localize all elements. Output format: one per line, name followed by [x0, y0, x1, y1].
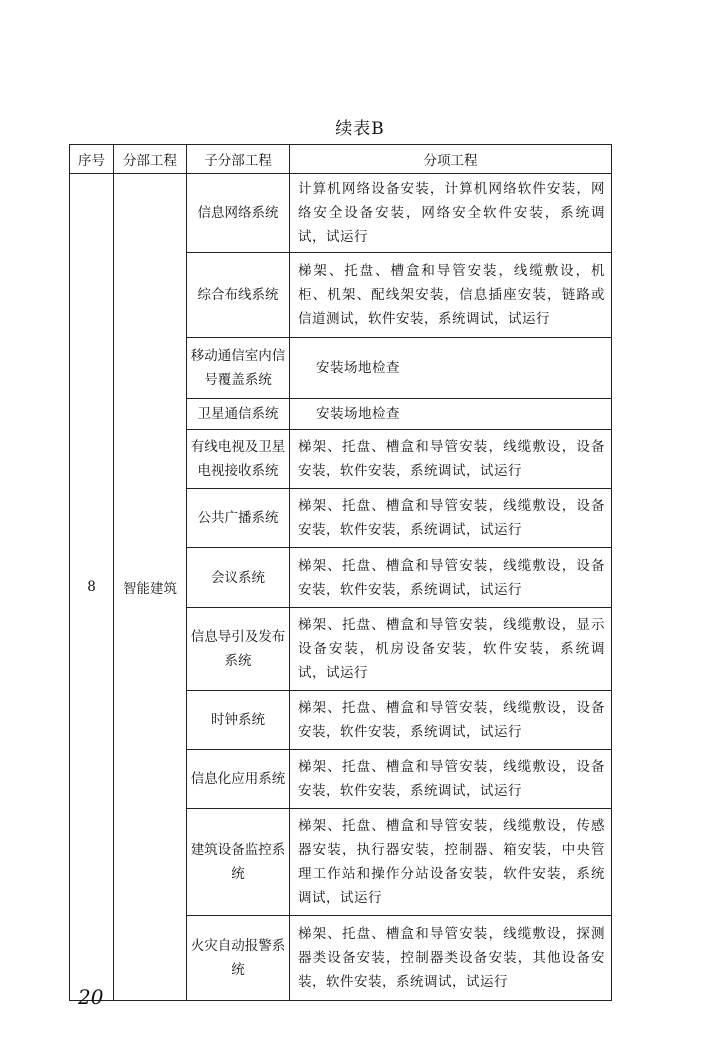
- subdivision-cell: 时钟系统: [187, 691, 290, 750]
- subdivision-cell: 信息导引及发布系统: [187, 608, 290, 691]
- subdivision-cell: 建筑设备监控系统: [187, 809, 290, 916]
- division-table: [69, 144, 612, 1001]
- subdivision-cell: 信息化应用系统: [187, 750, 290, 809]
- table-caption: 续表B: [335, 119, 385, 139]
- item-cell: 计算机网络设备安装，计算机网络软件安装，网络安全设备安装，网络安全软件安装，系统调试，试运行: [290, 174, 612, 253]
- item-cell: 梯架、托盘、槽盒和导管安装，线缆敷设，设备安装，软件安装，系统调试，试运行: [290, 430, 612, 489]
- item-cell: 安装场地检查: [290, 399, 612, 430]
- item-cell: 安装场地检查: [290, 338, 612, 399]
- header-seq: 序号: [70, 145, 114, 174]
- header-item: 分项工程: [290, 145, 612, 174]
- subdivision-cell: 卫星通信系统: [187, 399, 290, 430]
- subdivision-cell: 信息网络系统: [187, 174, 290, 253]
- subdivision-cell: 会议系统: [187, 548, 290, 608]
- subdivision-cell: 有线电视及卫星电视接收系统: [187, 430, 290, 489]
- page-number: 20: [78, 985, 104, 1009]
- division-cell: 智能建筑: [114, 174, 187, 1001]
- header-division: 分部工程: [114, 145, 187, 174]
- item-cell: 梯架、托盘、槽盒和导管安装，线缆敷设，显示设备安装，机房设备安装，软件安装，系统调试，试运行: [290, 608, 612, 691]
- item-cell: 梯架、托盘、槽盒和导管安装，线缆敷设，传感器安装，执行器安装，控制器、箱安装，中央管理工作站和操作分站设备安装，软件安装，系统调试，试运行: [290, 809, 612, 916]
- table-row: [70, 174, 612, 253]
- table-header-row: [70, 145, 612, 174]
- subdivision-cell: 综合布线系统: [187, 253, 290, 338]
- subdivision-cell: 公共广播系统: [187, 489, 290, 548]
- item-cell: 梯架、托盘、槽盒和导管安装，线缆敷设，设备安装，软件安装，系统调试，试运行: [290, 489, 612, 548]
- item-cell: 梯架、托盘、槽盒和导管安装，线缆敷设，设备安装，软件安装，系统调试，试运行: [290, 691, 612, 750]
- item-cell: 梯架、托盘、槽盒和导管安装，线缆敷设，机柜、机架、配线架安装，信息插座安装，链路或信道测试，软件安装，系统调试，试运行: [290, 253, 612, 338]
- item-cell: 梯架、托盘、槽盒和导管安装，线缆敷设，设备安装，软件安装，系统调试，试运行: [290, 750, 612, 809]
- subdivision-cell: 移动通信室内信号覆盖系统: [187, 338, 290, 399]
- item-cell: 梯架、托盘、槽盒和导管安装，线缆敷设，探测器类设备安装，控制器类设备安装，其他设备安装，软件安装，系统调试，试运行: [290, 916, 612, 1001]
- seq-cell: 8: [70, 174, 114, 1001]
- item-cell: 梯架、托盘、槽盒和导管安装，线缆敷设，设备安装，软件安装，系统调试，试运行: [290, 548, 612, 608]
- subdivision-cell: 火灾自动报警系统: [187, 916, 290, 1001]
- header-subdivision: 子分部工程: [187, 145, 290, 174]
